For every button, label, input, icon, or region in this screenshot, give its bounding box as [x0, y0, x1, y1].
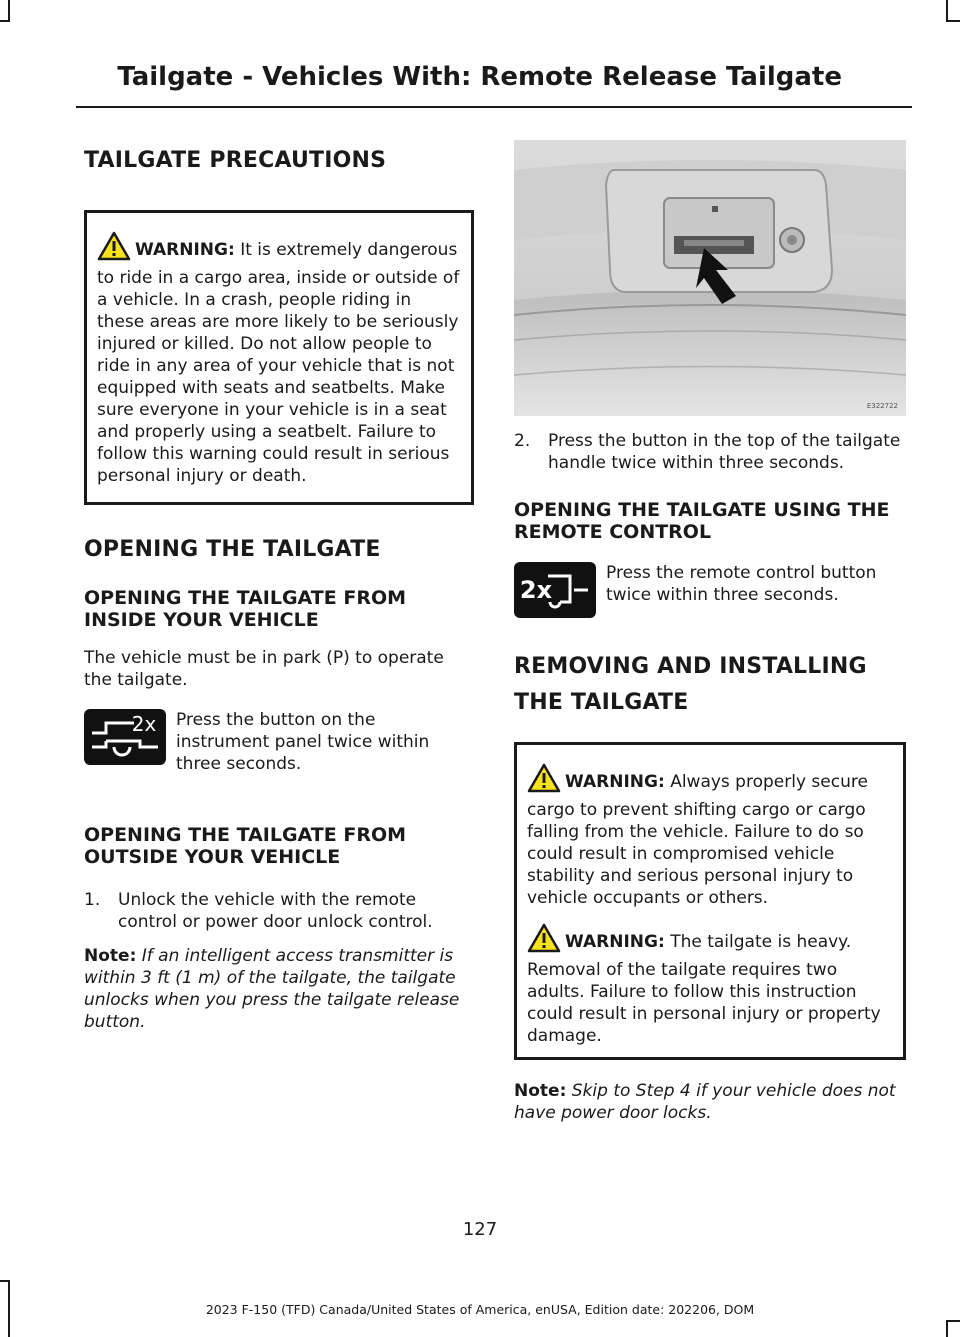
crop-mark — [8, 0, 10, 22]
page-number: 127 — [462, 1219, 498, 1240]
warning-label: WARNING: — [565, 772, 665, 793]
image-id: E322722 — [866, 402, 898, 410]
right-column — [514, 140, 906, 1124]
crop-mark — [0, 20, 10, 22]
step-text: Press the button in the top of the tailgate handle twice within three seconds. — [548, 431, 901, 473]
inside-heading: OPENING THE TAILGATE FROM INSIDE YOUR VEHICLE — [84, 586, 407, 631]
warning-triangle-icon — [527, 763, 561, 799]
warning-box-riding — [84, 210, 474, 505]
removing-heading-line-2: THE TAILGATE — [514, 690, 689, 716]
inside-text: The vehicle must be in park (P) to operate the tailgate. — [84, 648, 444, 691]
left-column — [84, 140, 474, 1033]
note-text: If an intelligent access transmitter is within 3 ft (1 m) of the tailgate, the tailgate unlocks when you press the tailgate release button. — [84, 946, 460, 1033]
header-rule — [76, 106, 912, 108]
panel-icon-label: 2x — [131, 712, 157, 737]
remote-heading: OPENING THE TAILGATE USING THE REMOTE CONTROL — [514, 499, 890, 543]
warning-text: The tailgate is heavy. Removal of the tailgate requires two adults. Failure to follow this instruction could result in personal injury or property damage. — [527, 932, 881, 1047]
note-text: Skip to Step 4 if your vehicle does not have power door locks. — [514, 1081, 896, 1124]
page-header-title: Tailgate - Vehicles With: Remote Release Tailgate — [117, 62, 842, 92]
note-power-locks — [514, 1080, 906, 1124]
step-number: 1. — [84, 890, 101, 911]
note-label: Note: — [514, 1081, 567, 1102]
note-intelligent-access — [84, 945, 474, 1033]
crop-mark — [946, 1320, 960, 1322]
panel-text: Press the button on the instrument panel twice within three seconds. — [176, 710, 430, 775]
crop-mark — [946, 0, 948, 22]
step-1 — [84, 889, 474, 933]
warning-triangle-icon — [97, 231, 131, 267]
warning-text: It is extremely dangerous to ride in a cargo area, inside or outside of a vehicle. In a crash, people riding in these areas are more likely to be seriously injured or killed. Do not allow people to ride in any area of your vehicle that is not equipped with seats and seatbelts. Make sure everyone in your vehicle is in a seat and properly using a seatbelt. Failure to follow this warning could result in serious personal injury or death. — [97, 240, 460, 487]
panel-button-row — [84, 709, 474, 775]
remote-tailgate-icon — [514, 562, 596, 618]
crop-mark — [946, 20, 960, 22]
remote-text: Press the remote control button twice within three seconds. — [606, 562, 877, 605]
outside-heading: OPENING THE TAILGATE FROM OUTSIDE YOUR VEHICLE — [84, 824, 407, 869]
removing-heading-line-1: REMOVING AND INSTALLING — [514, 653, 867, 679]
step-text: Unlock the vehicle with the remote control or power door unlock control. — [118, 890, 433, 933]
tailgate-handle-illustration — [514, 140, 906, 416]
opening-heading: OPENING THE TAILGATE — [84, 537, 381, 563]
crop-mark — [0, 1280, 10, 1282]
step-number: 2. — [514, 431, 531, 451]
warning-label: WARNING: — [565, 932, 665, 953]
warning-label: WARNING: — [135, 240, 235, 261]
remote-button-row — [514, 562, 906, 618]
remote-icon-label: 2x — [519, 575, 553, 604]
tailgate-panel-icon — [84, 709, 166, 765]
crop-mark — [946, 1320, 948, 1337]
precautions-heading: TAILGATE PRECAUTIONS — [84, 148, 387, 173]
warning-box-cargo-tailgate — [514, 742, 906, 1060]
step-2 — [514, 430, 906, 474]
page-footer: 2023 F-150 (TFD) Canada/United States of America, enUSA, Edition date: 202206, DOM — [205, 1302, 755, 1317]
note-label: Note: — [84, 946, 137, 967]
warning-triangle-icon — [527, 923, 561, 959]
warning-text: Always properly secure cargo to prevent shifting cargo or cargo falling from the vehicle. Failure to do so could result in compromised vehicle stability and serious personal injury to vehicle occupants or others. — [527, 772, 868, 909]
